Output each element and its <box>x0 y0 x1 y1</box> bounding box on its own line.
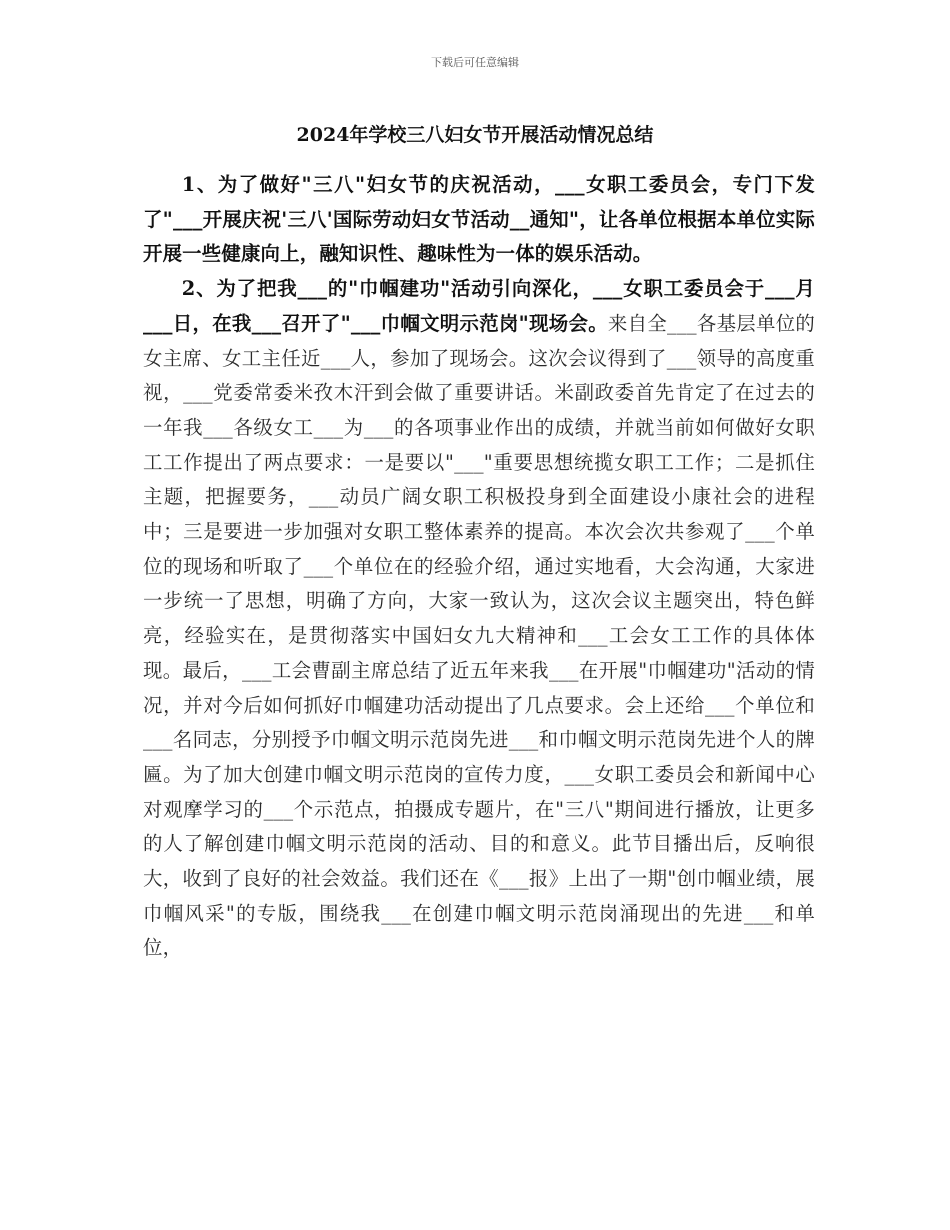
document-title: 2024年学校三八妇女节开展活动情况总结 <box>296 124 654 146</box>
document-body <box>143 168 815 966</box>
paragraph-2-bold-lead: 2、为了把我___的"巾帼建功"活动引向深化，___女职工委员会于___月___日，在我___召开了"___巾帼文明示范岗"现场会。 <box>143 277 815 335</box>
header-note: 下载后可任意编辑 <box>431 56 519 69</box>
paragraph-2-text: 来自全___各基层单位的女主席、女工主任近___人，参加了现场会。这次会议得到了___领导的高度重视，___党委常委米孜木汗到会做了重要讲话。米副政委首先肯定了在过去的一年我___各级女工___为___的各项事业作出的成绩，并就当前如何做好女职工工作提出了两点要求：一是要以"___"重要思想统揽女职工工作；二是抓住主题，把握要务，___动员广阔女职工积极投身到全面建设小康社会的进程中；三是要进一步加强对女职工整体素养的提高。本次会次共参观了___个单位的现场和听取了___个单位在的经验介绍，通过实地看，大会沟通，大家进一步统一了思想，明确了方向，大家一致认为，这次会议主题突出，特色鲜亮，经验实在，是贯彻落实中国妇女九大精神和___工会女工工作的具体体现。最后，___工会曹副主席总结了近五年来我___在开展"巾帼建功"活动的情况，并对今后如何抓好巾帼建功活动提出了几点要求。会上还给___个单位和___名同志，分别授予巾帼文明示范岗先进___和巾帼文明示范岗先进个人的牌匾。为了加大创建巾帼文明示范岗的宣传力度，___女职工委员会和新闻中心对观摩学习的___个示范点，拍摄成专题片，在"三八"期间进行播放，让更多的人了解创建巾帼文明示范岗的活动、目的和意义。此节目播出后，反响很大，收到了良好的社会效益。我们还在《___报》上出了一期"创巾帼业绩，展巾帼风采"的专版，围绕我___在创建巾帼文明示范岗涌现出的先进___和单位， <box>143 311 815 960</box>
paragraph-1: 1、为了做好"三八"妇女节的庆祝活动，___女职工委员会，专门下发了"___开展庆祝'三八'国际劳动妇女节活动__通知"，让各单位根据本单位实际开展一些健康向上，融知识性、趣味性为一体的娱乐活动。 <box>143 173 815 266</box>
paragraph-2 <box>143 272 815 966</box>
